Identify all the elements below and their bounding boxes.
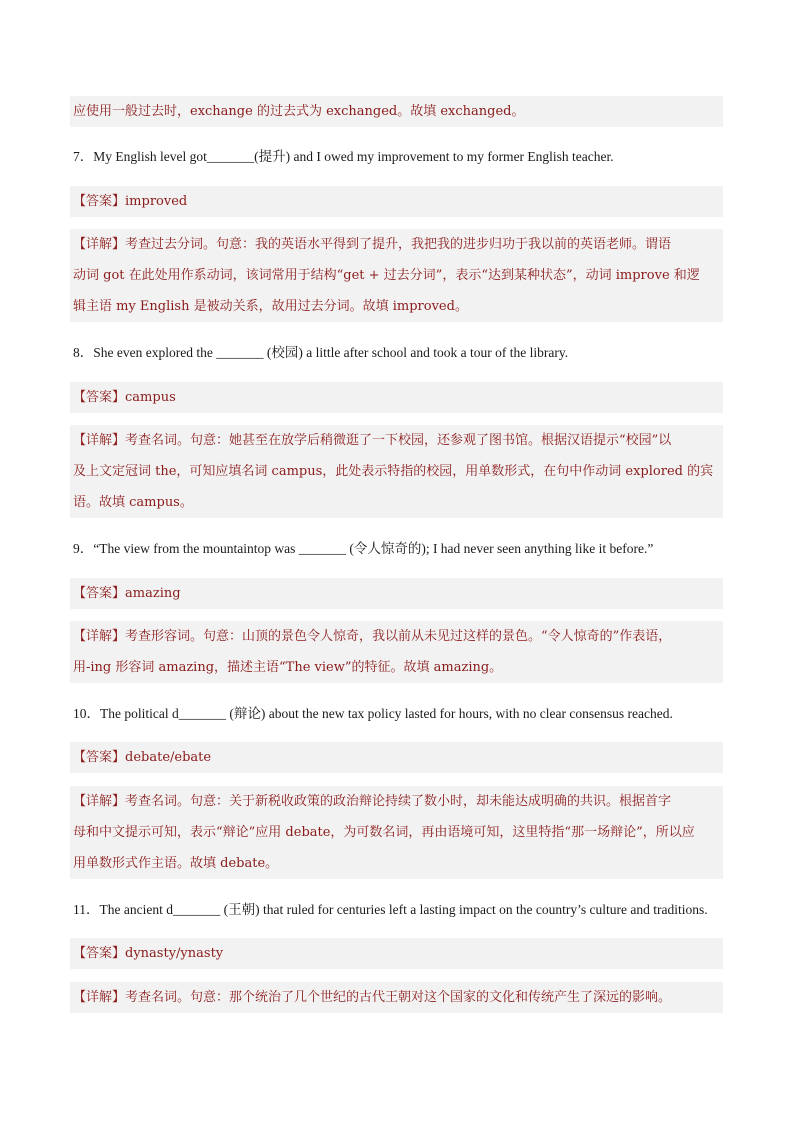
question-text: 11．The ancient d_______ (王朝) that ruled for centuries left a lasting impact on the country’s culture and traditions. xyxy=(73,902,708,917)
explanation-line: 用单数形式作主语。故填 debate。 xyxy=(73,856,279,871)
explanation-line: 母和中文提示可知，表示“辩论”应用 debate，为可数名词，再由语境可知，这里特指“那一场辩论”，所以应 xyxy=(73,825,695,840)
explanation-line: 考查名词。句意：她甚至在放学后稍微逛了一下校园，还参观了图书馆。根据汉语提示“校园”以 xyxy=(125,433,672,448)
question-text: 8．She even explored the _______ (校园) a little after school and took a tour of the library. xyxy=(73,345,569,360)
answer-tag: 【答案】 xyxy=(73,586,126,601)
explanation-line: 动词 got 在此处用作系动词，该词常用于结构“get + 过去分词”，表示“达到某种状态”，动词 improve 和逻 xyxy=(73,268,700,283)
explanation-line: 考查形容词。句意：山顶的景色令人惊奇，我以前从未见过这样的景色。“令人惊奇的”作表语， xyxy=(125,629,672,644)
answer-10 xyxy=(70,742,723,773)
answer-text: debate/ebate xyxy=(125,750,212,765)
answer-tag: 【答案】 xyxy=(73,390,126,405)
answer-text: improved xyxy=(125,194,188,209)
explanation-10 xyxy=(70,786,723,879)
answer-text: dynasty/ynasty xyxy=(125,946,224,961)
question-text: 7．My English level got_______(提升) and I owed my improvement to my former English teacher. xyxy=(73,149,614,164)
explanation-line: 语。故填 campus。 xyxy=(73,495,193,510)
question-text: 9．“The view from the mountaintop was _______ (令人惊奇的); I had never seen anything like it before.” xyxy=(73,541,654,556)
explanation-line: 考查过去分词。句意：我的英语水平得到了提升，我把我的进步归功于我以前的英语老师。谓语 xyxy=(125,237,672,252)
explain-tag: 【详解】 xyxy=(73,794,126,809)
answer-7 xyxy=(70,186,723,217)
explanation-line: 用-ing 形容词 amazing，描述主语“The view”的特征。故填 amazing。 xyxy=(73,660,503,675)
explain-tag: 【详解】 xyxy=(73,237,126,252)
answer-text: campus xyxy=(125,390,176,405)
explanation-9 xyxy=(70,621,723,683)
question-7 xyxy=(70,141,723,172)
explanation-7 xyxy=(70,229,723,322)
explain-tag: 【详解】 xyxy=(73,629,126,644)
answer-tag: 【答案】 xyxy=(73,750,126,765)
question-text: 10．The political d_______ (辩论) about the new tax policy lasted for hours, with no clear consensus reached. xyxy=(73,706,673,721)
explanation-8 xyxy=(70,425,723,518)
answer-text: amazing xyxy=(125,586,181,601)
explanation-line: 考查名词。句意：关于新税收政策的政治辩论持续了数小时，却未能达成明确的共识。根据首字 xyxy=(125,794,672,809)
question-8 xyxy=(70,337,723,368)
answer-tag: 【答案】 xyxy=(73,946,126,961)
explanation-line: 应使用一般过去时，exchange 的过去式为 exchanged。故填 exchanged。 xyxy=(73,104,525,119)
explanation-line: 考查名词。句意：那个统治了几个世纪的古代王朝对这个国家的文化和传统产生了深远的影响。 xyxy=(125,990,672,1005)
explain-tag: 【详解】 xyxy=(73,433,126,448)
answer-11 xyxy=(70,938,723,969)
question-9 xyxy=(70,533,723,564)
answer-8 xyxy=(70,382,723,413)
explanation-line: 及上文定冠词 the，可知应填名词 campus，此处表示特指的校园，用单数形式，在句中作动词 explored 的宾 xyxy=(73,464,714,479)
answer-9 xyxy=(70,578,723,609)
explanation-continuation xyxy=(70,96,723,127)
explain-tag: 【详解】 xyxy=(73,990,126,1005)
explanation-line: 辑主语 my English 是被动关系，故用过去分词。故填 improved。 xyxy=(73,299,468,314)
question-10 xyxy=(70,698,723,729)
question-11 xyxy=(70,894,723,925)
explanation-11 xyxy=(70,982,723,1013)
answer-tag: 【答案】 xyxy=(73,194,126,209)
